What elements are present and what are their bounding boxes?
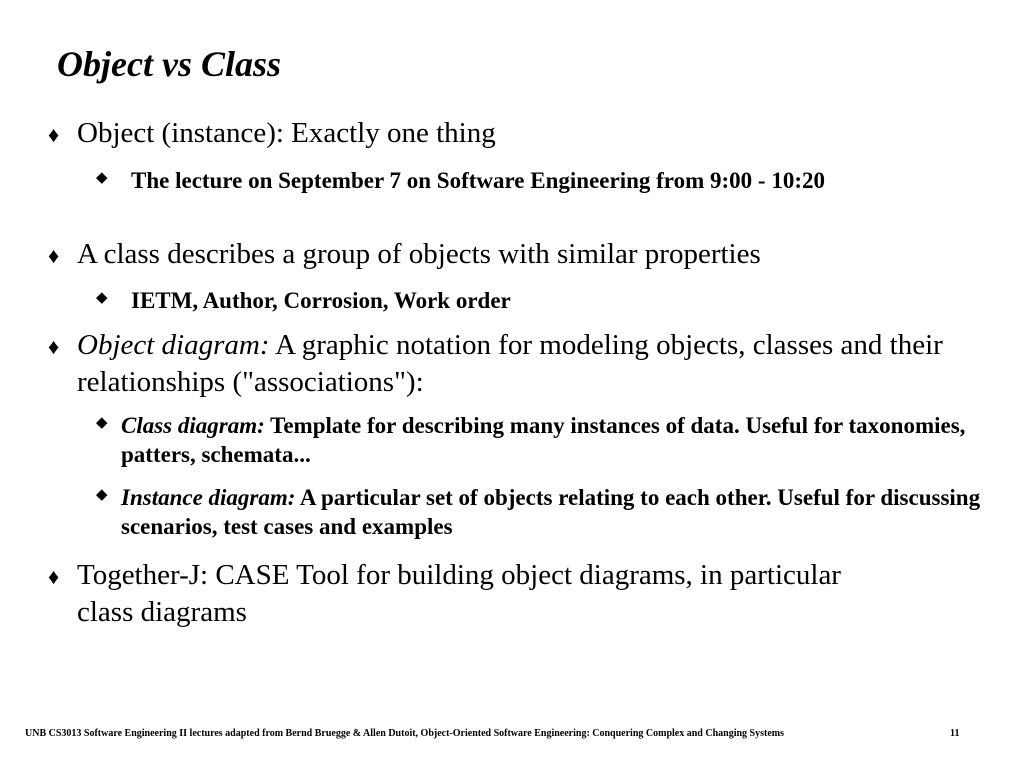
- sub-bullet-emphasis: Class diagram:: [121, 413, 265, 438]
- diamond-bullet-icon: ◆: [96, 290, 108, 306]
- sub-bullet-text: IETM, Author, Corrosion, Work order: [131, 288, 511, 313]
- bullet-item: [48, 115, 992, 152]
- bullet-text: Together-J: CASE Tool for building object diagrams, in particular class diagrams: [77, 559, 841, 628]
- bullet-item: [48, 327, 992, 401]
- diamond-bullet-icon: ◆: [96, 415, 108, 431]
- bullet-item: [48, 236, 992, 273]
- diamond-bullet-icon: ◆: [96, 487, 108, 503]
- diamond-bullet-icon: ♦: [48, 243, 60, 268]
- diamond-bullet-icon: ♦: [48, 564, 60, 589]
- bullet-item: [48, 557, 877, 631]
- sub-bullet-item: [96, 286, 1001, 315]
- sub-bullet-text: The lecture on September 7 on Software Engineering from 9:00 - 10:20: [131, 168, 825, 193]
- sub-bullet-item: [96, 166, 1001, 195]
- sub-bullet-text: A particular set of objects relating to each other. Useful for discussing scenarios, test cases and examples: [121, 485, 981, 539]
- diamond-bullet-icon: ♦: [48, 122, 60, 147]
- sub-bullet-item: [96, 483, 1001, 541]
- bullet-emphasis: Object diagram:: [77, 329, 270, 361]
- sub-bullet-item: [96, 411, 1001, 469]
- slide-title: Object vs Class: [57, 44, 281, 84]
- bullet-text: A graphic notation for modeling objects, classes and their relationships ("associations"):: [77, 329, 943, 398]
- bullet-text: Object (instance): Exactly one thing: [77, 117, 496, 149]
- diamond-bullet-icon: ♦: [48, 334, 60, 359]
- page-number: 11: [950, 728, 960, 739]
- slide-footer: UNB CS3013 Software Engineering II lectures adapted from Bernd Bruegge & Allen Dutoit, Object-Oriented Software Engineering: Conquering Complex and Changing Systems: [25, 728, 784, 739]
- bullet-text: A class describes a group of objects with similar properties: [77, 238, 761, 270]
- sub-bullet-text: Template for describing many instances of data. Useful for taxonomies, patters, schemata...: [121, 413, 966, 467]
- diamond-bullet-icon: ◆: [96, 170, 108, 186]
- sub-bullet-emphasis: Instance diagram:: [121, 485, 296, 510]
